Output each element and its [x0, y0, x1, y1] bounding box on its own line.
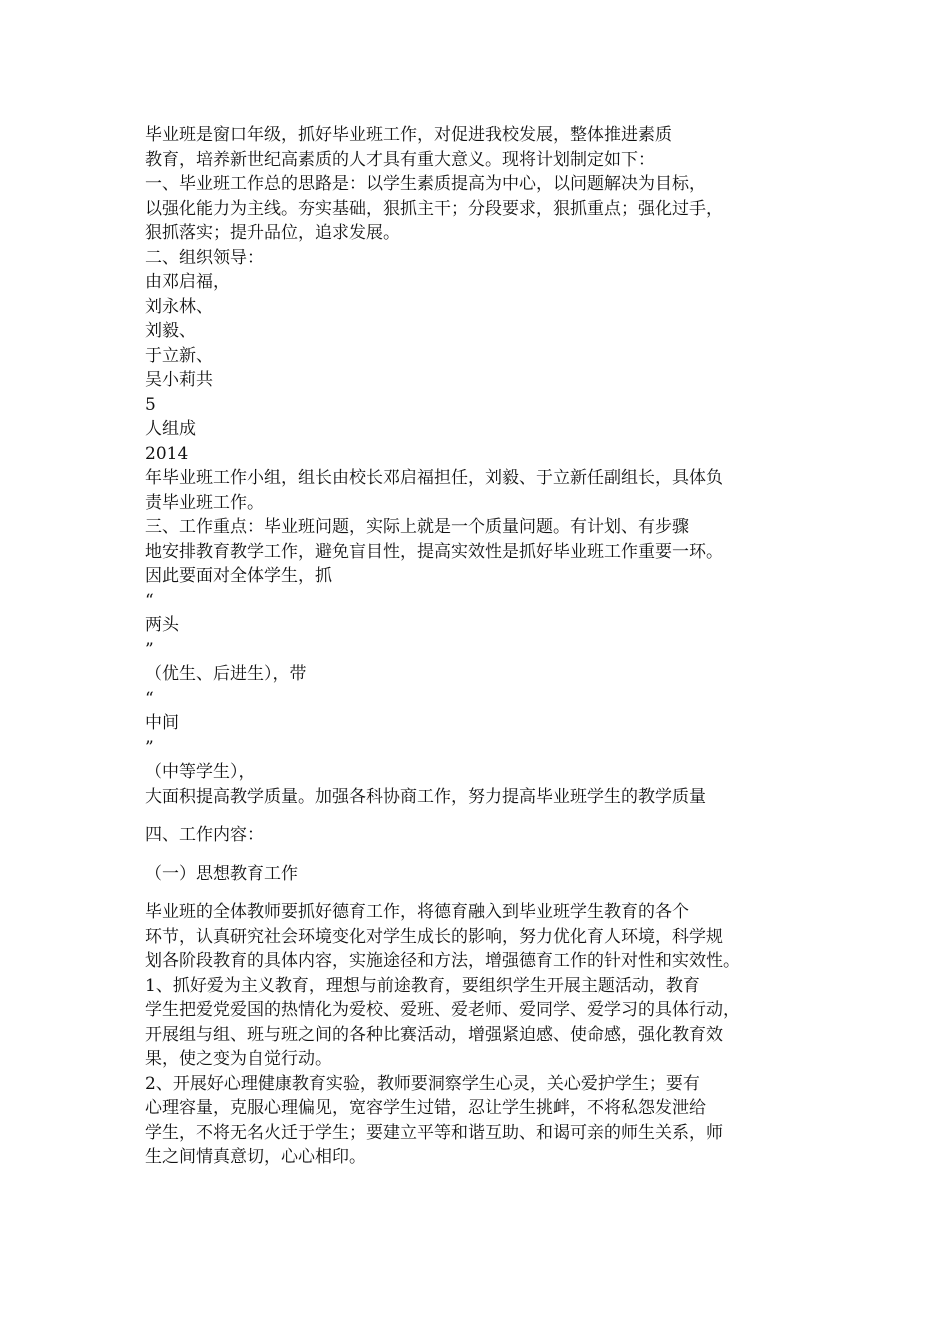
text-line: 开展组与组、班与班之间的各种比赛活动，增强紧迫感、使命感，强化教育效	[145, 1024, 723, 1045]
text-line: 大面积提高教学质量。加强各科协商工作，努力提高毕业班学生的教学质量	[145, 786, 706, 807]
text-line: 人组成	[145, 419, 196, 439]
text-line: 2014	[145, 443, 189, 464]
text-line: 两头	[145, 615, 179, 635]
text-line: 心理容量，克服心理偏见，宽容学生过错，忍让学生挑衅，不将私怨发泄给	[145, 1098, 706, 1118]
text-line: 三、工作重点：毕业班问题，实际上就是一个质量问题。有计划、有步骤	[145, 517, 689, 537]
text-line: 5	[145, 394, 156, 415]
text-line: 于立新、	[145, 345, 213, 366]
text-line: （一）思想教育工作	[145, 863, 298, 884]
text-line: 学生把爱党爱国的热情化为爱校、爱班、爱老师、爱同学、爱学习的具体行动，	[145, 1000, 740, 1020]
text-line: 年毕业班工作小组，组长由校长邓启福担任，刘毅、于立新任副组长，具体负	[145, 468, 723, 488]
text-line: 由邓启福，	[145, 272, 230, 292]
text-line: ”	[145, 737, 154, 758]
text-line: 环节，认真研究社会环境变化对学生成长的影响，努力优化育人环境，科学规	[145, 926, 723, 947]
text-line: 生之间情真意切，心心相印。	[145, 1147, 366, 1167]
document-body	[145, 123, 815, 1170]
text-line: ”	[145, 639, 154, 660]
text-line: 教育，培养新世纪高素质的人才具有重大意义。现将计划制定如下：	[145, 149, 655, 170]
text-line: 四、工作内容：	[145, 825, 264, 845]
text-line: 吴小莉共	[145, 370, 213, 390]
text-line: 果，使之变为自觉行动。	[145, 1049, 332, 1069]
text-line: 刘永林、	[145, 296, 213, 317]
text-line: 1、抓好爱为主义教育，理想与前途教育，要组织学生开展主题活动，教育	[145, 975, 700, 996]
text-line: 狠抓落实；提升品位，追求发展。	[145, 223, 400, 243]
text-line: 中间	[145, 713, 179, 733]
text-line: 因此要面对全体学生，抓	[145, 566, 332, 586]
text-line: 责毕业班工作。	[145, 492, 264, 513]
text-line: （中等学生），	[145, 762, 256, 782]
text-line: 2、开展好心理健康教育实验，教师要洞察学生心灵，关心爱护学生；要有	[145, 1073, 700, 1094]
text-line: 二、组织领导：	[145, 247, 264, 268]
text-line: 以强化能力为主线。夯实基础，狠抓主干；分段要求，狠抓重点；强化过手，	[145, 198, 723, 219]
text-line: “	[145, 688, 154, 709]
text-line: 刘毅、	[145, 321, 196, 341]
paragraph-gap	[145, 809, 815, 823]
text-line: 学生，不将无名火迁于学生；要建立平等和谐互助、和谒可亲的师生关系，师	[145, 1122, 723, 1143]
text-line: 毕业班的全体教师要抓好德育工作，将德育融入到毕业班学生教育的各个	[145, 902, 689, 922]
text-line: “	[145, 590, 154, 611]
paragraph-gap	[145, 886, 815, 900]
text-line: 划各阶段教育的具体内容，实施途径和方法，增强德育工作的针对性和实效性。	[145, 951, 740, 971]
text-line: （优生、后进生），带	[145, 664, 307, 684]
paragraph-gap	[145, 848, 815, 862]
text-line: 毕业班是窗口年级，抓好毕业班工作，对促进我校发展，整体推进素质	[145, 125, 672, 145]
text-line: 地安排教育教学工作，避免盲目性，提高实效性是抓好毕业班工作重要一环。	[145, 541, 723, 562]
text-line: 一、毕业班工作总的思路是：以学生素质提高为中心，以问题解决为目标，	[145, 174, 706, 194]
